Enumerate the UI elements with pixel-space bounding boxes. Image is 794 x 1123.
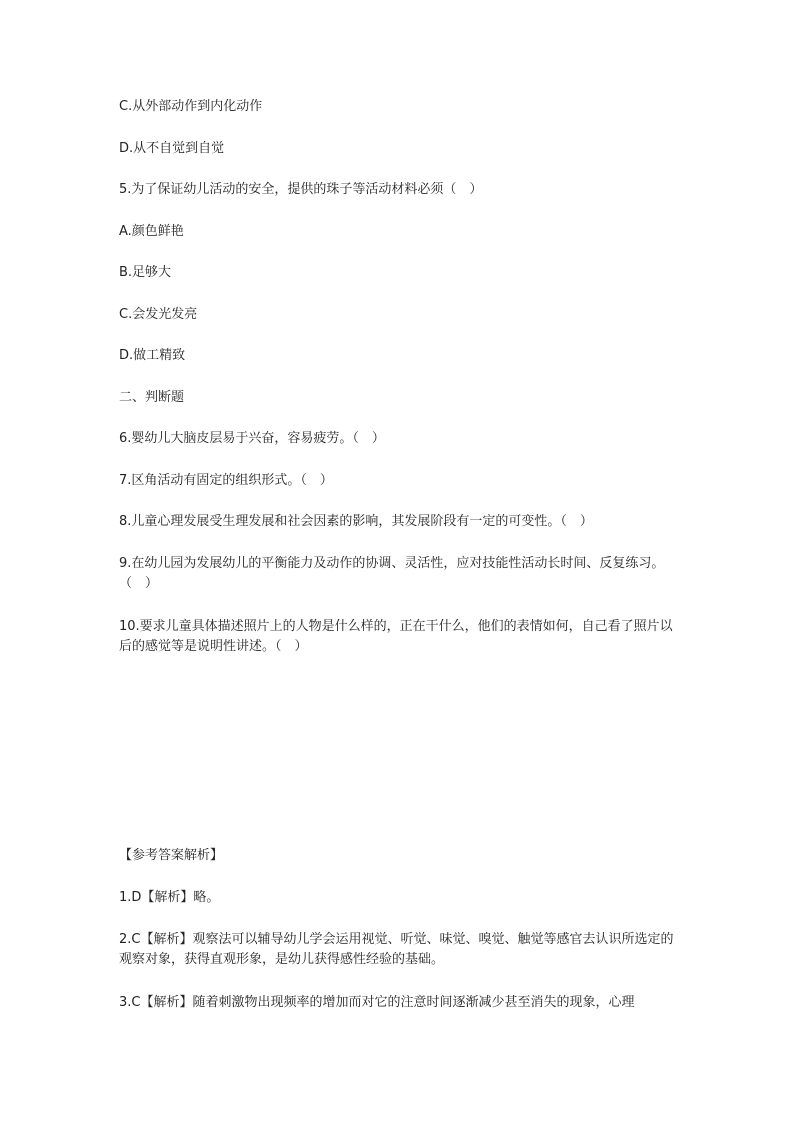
option-a-q5: A.颜色鲜艳 [119,224,184,239]
option-d-q5: D.做工精致 [119,348,186,363]
answer-2: 2.C【解析】观察法可以辅导幼儿学会运用视觉、听觉、味觉、嗅觉、触觉等感官去认识所选定的观察对象，获得直观形象，是幼儿获得感性经验的基础。 [119,932,674,967]
question-5: 5.为了保证幼儿活动的安全，提供的珠子等活动材料必须（ ） [119,182,483,197]
question-6: 6.婴幼儿大脑皮层易于兴奋，容易疲劳。（ ） [119,431,385,446]
option-b-q5: B.足够大 [119,265,172,280]
question-8: 8.儿童心理发展受生理发展和社会因素的影响，其发展阶段有一定的可变性。（ ） [119,514,593,529]
section-heading-true-false: 二、判断题 [119,390,185,405]
option-c-q4: C.从外部动作到内化动作 [119,99,263,114]
answers-heading: 【参考答案解析】 [119,848,224,863]
question-9: 9.在幼儿园为发展幼儿的平衡能力及动作的协调、灵活性，应对技能性活动长时间、反复练习。（ ） [119,556,665,591]
question-7: 7.区角活动有固定的组织形式。（ ） [119,473,333,488]
answer-3: 3.C【解析】随着刺激物出现频率的增加而对它的注意时间逐渐减少甚至消失的现象，心理 [119,995,635,1010]
question-10: 10.要求儿童具体描述照片上的人物是什么样的，正在干什么，他们的表情如何，自己看了照片以后的感觉等是说明性讲述。（ ） [119,619,673,654]
answer-1: 1.D【解析】略。 [119,890,220,905]
option-c-q5: C.会发光发亮 [119,307,198,322]
option-d-q4: D.从不自觉到自觉 [119,141,225,156]
